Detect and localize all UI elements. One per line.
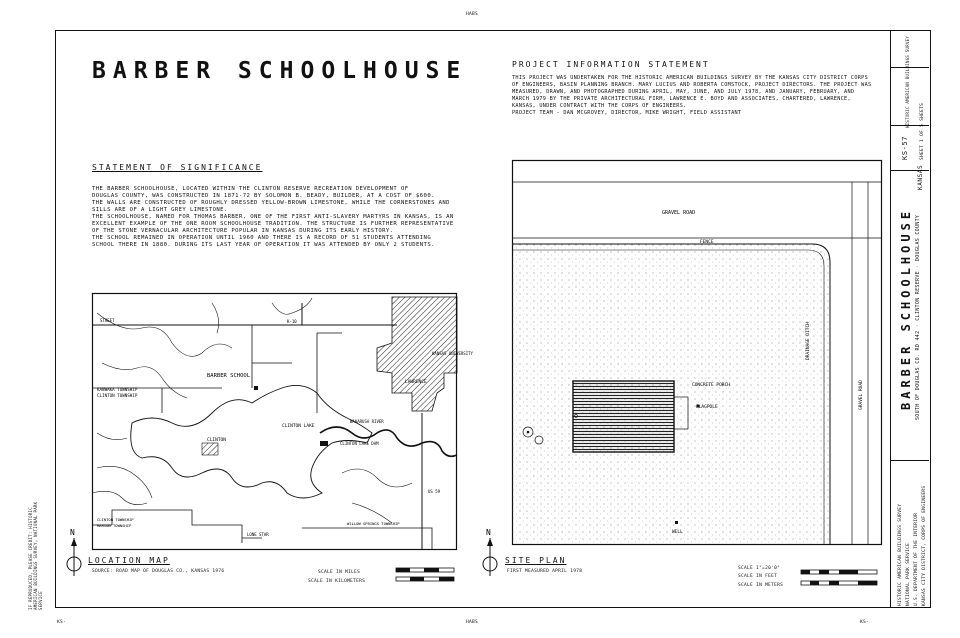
site-label-ditch: DRAINAGE DITCH: [806, 322, 811, 360]
side-agency: HISTORIC AMERICAN BUILDINGS SURVEY: [905, 35, 910, 128]
svg-text:N: N: [70, 528, 75, 537]
scale-km-label: SCALE IN KILOMETERS: [308, 579, 366, 584]
bottom-block-line3: U.S. DEPARTMENT OF THE INTERIOR: [914, 512, 919, 606]
location-map: [92, 293, 473, 550]
site-label-fence: FENCE: [700, 240, 714, 245]
map-label-dam: CLINTON LAKE DAM: [340, 441, 379, 446]
map-label-wakarusa: WAKARUSA RIVER: [350, 419, 384, 424]
map-label-clinton: CLINTON: [207, 438, 226, 443]
site-label-porch: CONCRETE PORCH: [692, 383, 730, 388]
scale-bar-site: [800, 566, 880, 590]
scale-miles-label: SCALE IN MILES: [318, 570, 361, 575]
map-label-kanwaka: KANWAKA TOWNSHIP: [97, 387, 138, 392]
significance-heading: STATEMENT OF SIGNIFICANCE: [92, 163, 263, 172]
bottom-stamp-1: HABS: [466, 620, 479, 625]
site-scale-3: SCALE IN METERS: [738, 583, 784, 588]
page-title: BARBER SCHOOLHOUSE: [92, 58, 468, 84]
side-title: BARBER SCHOOLHOUSE: [899, 207, 913, 410]
map-label-k10: K-10: [287, 319, 297, 324]
project-heading: PROJECT INFORMATION STATEMENT: [512, 60, 710, 69]
map-label-us59: US 59: [428, 489, 441, 494]
scale-bar-map: [395, 566, 457, 586]
map-label-lawrence: LAWRENCE: [405, 380, 427, 385]
map-label-west-clinton: CLINTON TOWNSHIP: [97, 517, 134, 522]
site-label-flagpole: FLAGPOLE: [696, 405, 718, 410]
map-label-clinton-lake: CLINTON LAKE: [282, 424, 315, 429]
site-plan-subtitle: FIRST MEASURED APRIL 1978: [507, 569, 583, 574]
map-label-barber: BARBER SCHOOL: [207, 373, 251, 379]
bottom-block-line2: NATIONAL PARK SERVICE: [906, 542, 911, 606]
map-label-west-marion: MARION TOWNSHIP: [97, 523, 132, 528]
side-sheet: SHEET 1 OF 5 SHEETS: [920, 102, 925, 160]
north-arrow-right: [480, 526, 500, 578]
bottom-block-line4: KANSAS CITY DISTRICT, CORPS OF ENGINEERS: [922, 485, 927, 606]
bottom-block-line1: HISTORIC AMERICAN BUILDINGS SURVEY: [898, 503, 903, 606]
site-plan: [512, 160, 882, 545]
top-stamp: HABS: [466, 12, 479, 17]
location-map-source: SOURCE: ROAD MAP OF DOUGLAS CO., KANSAS 1976: [92, 569, 225, 574]
site-plan-title: SITE PLAN: [505, 556, 567, 565]
map-label-clinton-twp: CLINTON TOWNSHIP: [97, 393, 138, 398]
site-label-gravel-right: GRAVEL ROAD: [859, 380, 864, 410]
side-location: SOUTH OF DOUGLAS CO. RD 442 · CLINTON RESERVE · DOUGLAS COUNTY: [915, 214, 921, 420]
location-map-title: LOCATION MAP: [88, 556, 170, 565]
map-label-street: STREET: [100, 318, 115, 323]
side-survey-no: KS-57: [901, 135, 909, 160]
significance-text: THE BARBER SCHOOLHOUSE, LOCATED WITHIN THE CLINTON RESERVE RECREATION DEVELOPMENT OF DOUGLAS COUNTY, WAS CONSTRUCTED IN 1871-72 BY SOLOMON B. BEADY, BUILDER, AT A COST OF $600. THE WALLS ARE CONSTRUCTED OF ROUGHLY DRESSED YELLOW-BROWN LIMESTONE, WHILE THE CORNERSTONES AND SILLS ARE OF A LIGHT GREY LIMESTONE. THE SCHOOLHOUSE, NAMED FOR THOMAS BARBER, ONE OF THE FIRST ANTI-SLAVERY MARTYRS IN KANSAS, IS AN EXCELLENT EXAMPLE OF THE ONE ROOM SCHOOLHOUSE TRADITION. THE STRUCTURE IS FURTHER REPRESENTATIVE OF THE STONE VERNACULAR ARCHITECTURE POPULAR IN KANSAS DURING ITS EARLY HISTORY. THE SCHOOL REMAINED IN OPERATION UNTIL 1960 AND THERE IS A RECORD OF 51 STUDENTS ATTENDING SCHOOL THERE IN 1880. DURING ITS LAST YEAR OF OPERATION IT WAS ATTENDED BY ONLY 2 STUDENTS.: [92, 186, 454, 248]
site-scale-1: SCALE 1"=20'0": [738, 566, 781, 571]
map-label-lone-star: LONE STAR: [247, 532, 269, 537]
side-state: KANSAS: [917, 164, 924, 190]
bottom-stamp-3: KS-: [860, 620, 870, 625]
north-arrow-left: [64, 526, 84, 578]
site-label-well: WELL: [672, 530, 683, 535]
map-label-ku: KANSAS UNIVERSITY: [432, 351, 473, 356]
map-label-jefferson: WILLOW SPRINGS TOWNSHIP: [347, 521, 400, 526]
svg-text:N: N: [486, 528, 491, 537]
site-scale-2: SCALE IN FEET: [738, 574, 778, 579]
bottom-stamp-2: KS-: [57, 620, 67, 625]
left-margin-note: IF REPRODUCED, PLEASE CREDIT: HISTORIC AMERICAN BUILDINGS SURVEY, NATIONAL PARK SERVICE: [28, 501, 43, 610]
project-text: THIS PROJECT WAS UNDERTAKEN FOR THE HISTORIC AMERICAN BUILDINGS SURVEY BY THE KANSAS CITY DISTRICT CORPS OF ENGINEERS, BASIN PLANNING BRANCH. MARY LUCIUS AND ROBERTA COMSTOCK, PROJECT DIRECTORS. THE PROJECT WAS MEASURED, DRAWN, AND PHOTOGRAPHED DURING APRIL, MAY, JUNE, AND JULY 1978, AND JANUARY, FEBRUARY, AND MARCH 1979 BY THE PRIVATE ARCHITECTURAL FIRM, LAWRENCE E. BOYD AND ASSOCIATES, CHARTERED, LAWRENCE, KANSAS, UNDER CONTRACT WITH THE CORPS OF ENGINEERS. PROJECT TEAM - DAN MCGROVEY, DIRECTOR, MIKE WRIGHT, FIELD ASSISTANT: [512, 75, 872, 116]
site-label-gravel-top: GRAVEL ROAD: [662, 210, 696, 216]
